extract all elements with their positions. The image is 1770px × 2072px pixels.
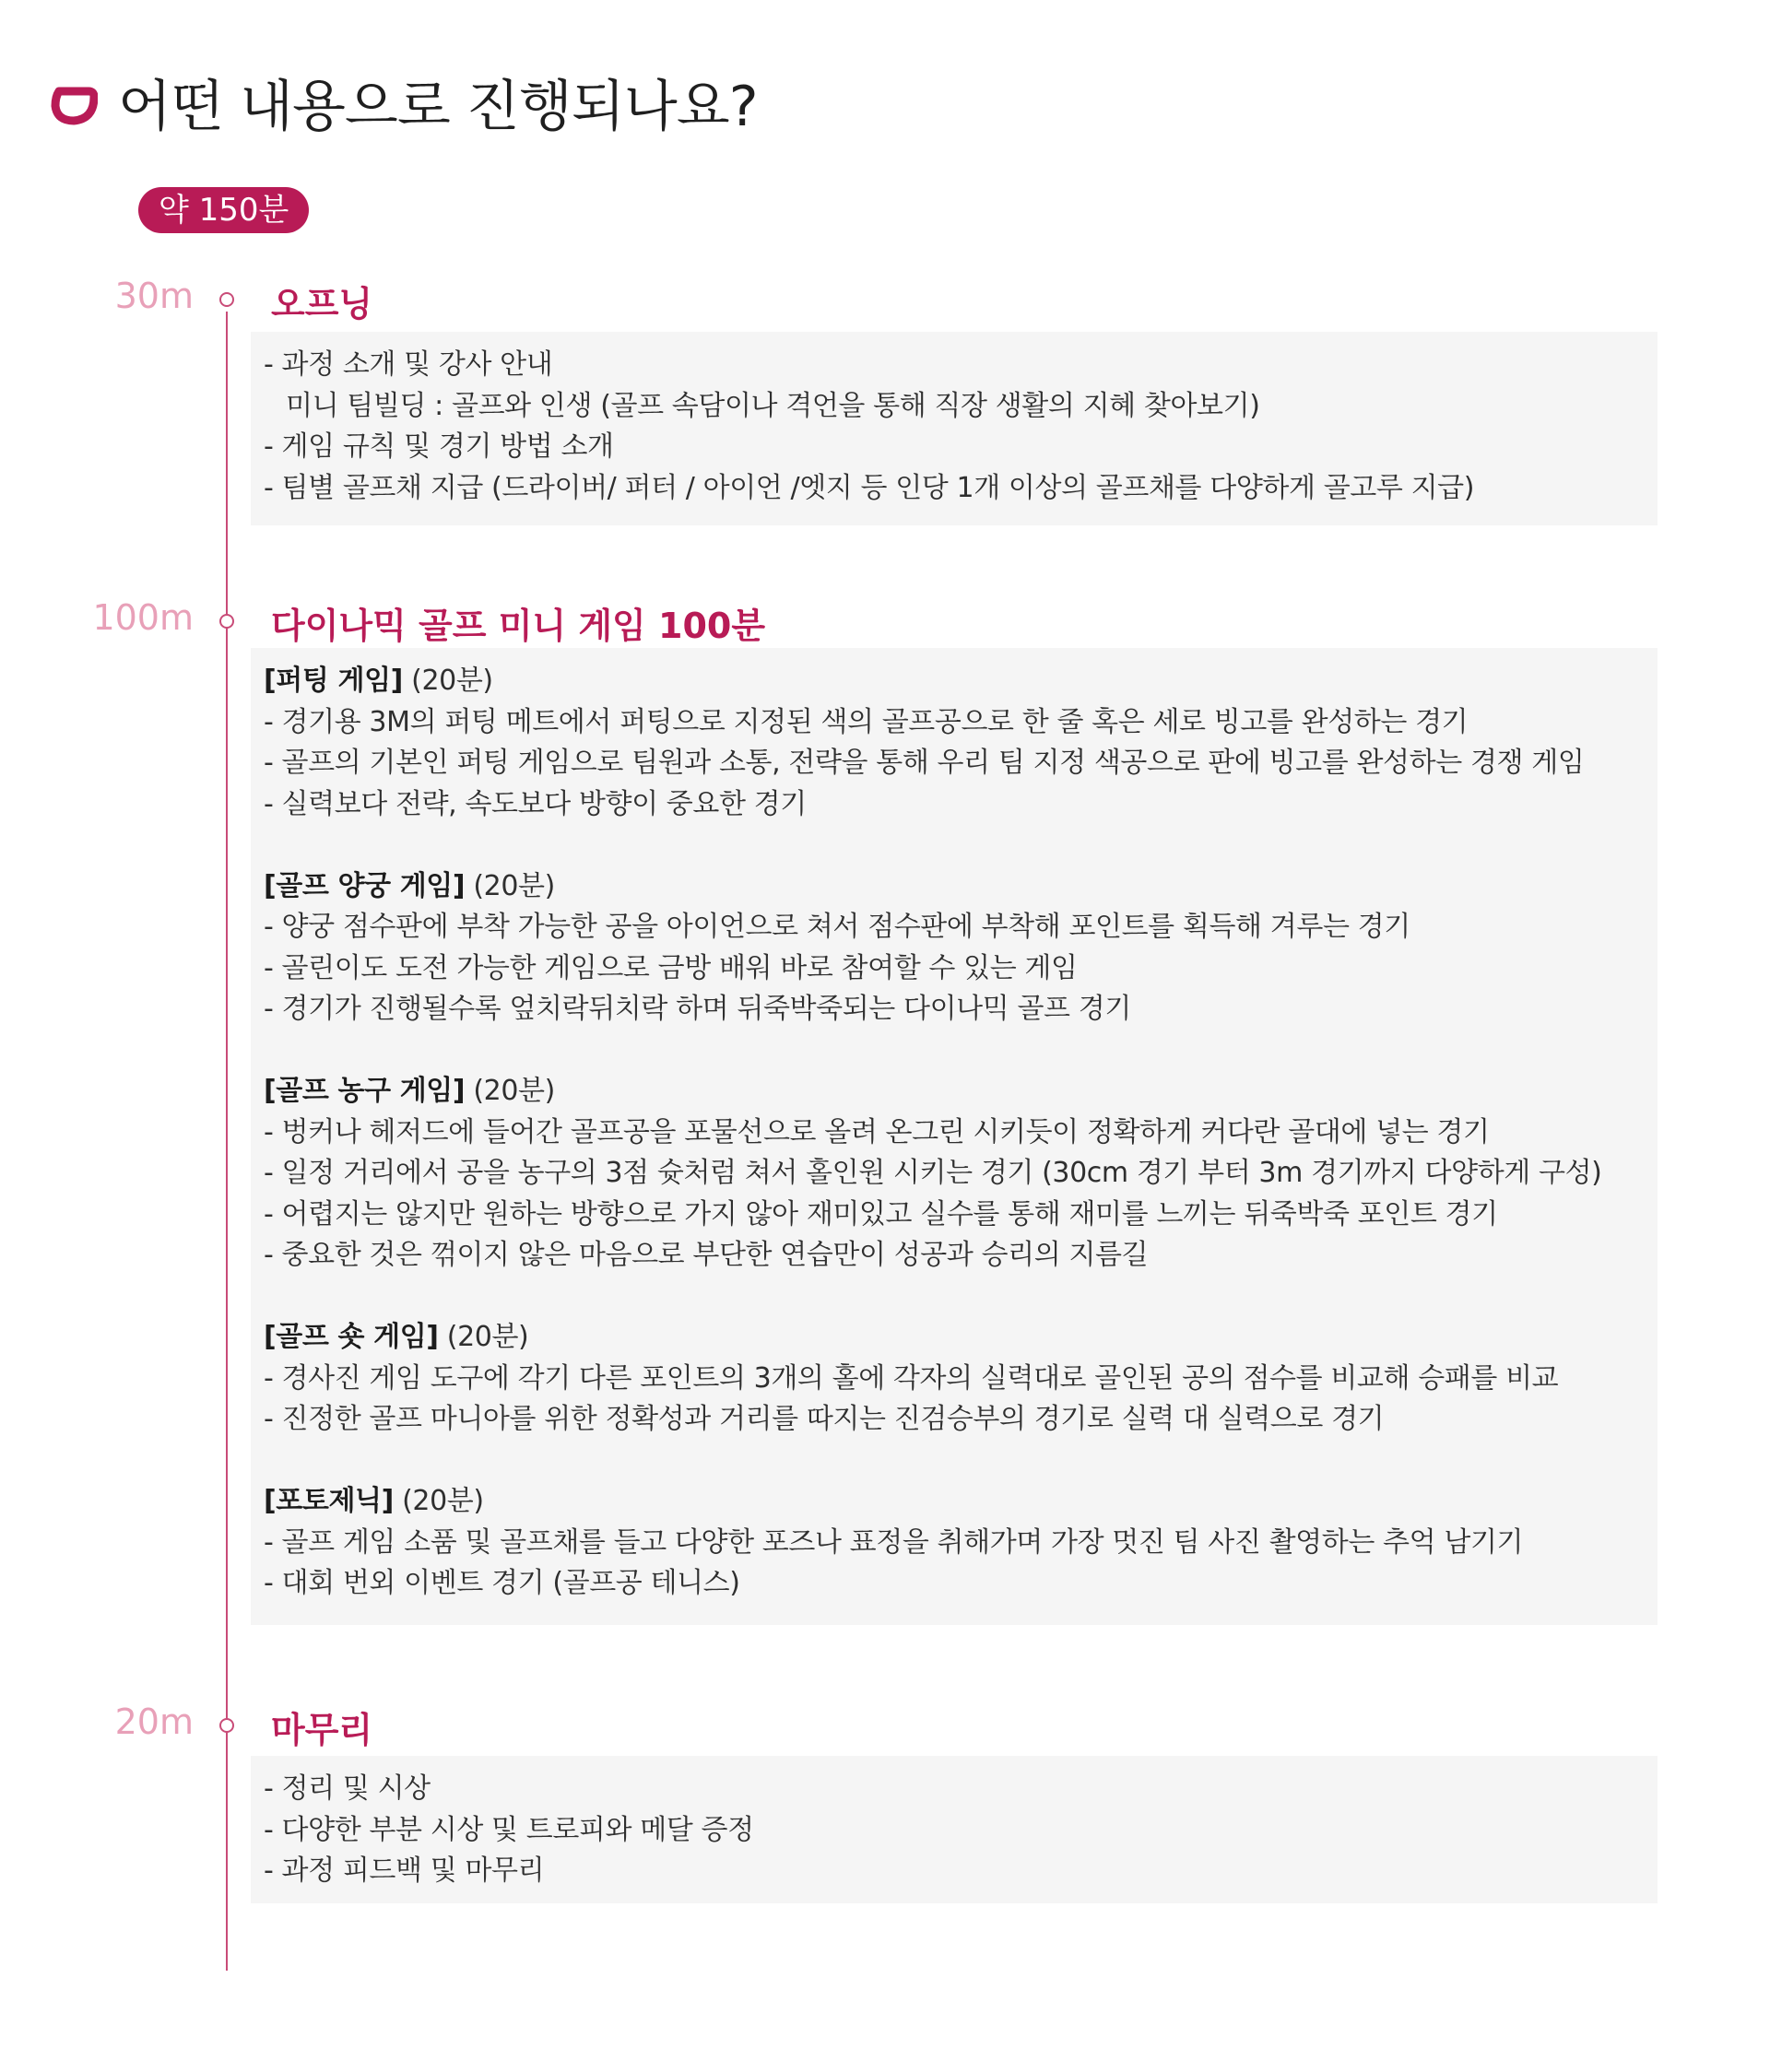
list-item: - 경사진 게임 도구에 각기 다른 포인트의 3개의 홀에 각자의 실력대로 골인된 공의 점수를 비교해 승패를 비교 (264, 1361, 1559, 1395)
list-item: - 다양한 부분 시상 및 트로피와 메달 증정 (264, 1813, 754, 1846)
header (50, 70, 758, 139)
timeline-dot (219, 1718, 234, 1733)
game-name: [포토제닉] (264, 1485, 394, 1517)
game-duration: (20분) (402, 1485, 484, 1517)
brand-logo-icon (50, 78, 98, 126)
section-time-closing: 20m (114, 1701, 194, 1742)
section-time-games: 100m (92, 597, 194, 638)
game-name: [퍼팅 게임] (264, 665, 403, 697)
timeline-dot (219, 614, 234, 629)
list-item: - 경기가 진행될수록 엎치락뒤치락 하며 뒤죽박죽되는 다이나믹 골프 경기 (264, 993, 1131, 1025)
timeline-dot (219, 292, 234, 307)
list-item: 미니 팀빌딩 : 골프와 인생 (골프 속담이나 격언을 통해 직장 생활의 지혜 찾아보기) (286, 389, 1260, 422)
list-item: - 골프의 기본인 퍼팅 게임으로 팀원과 소통, 전략을 통해 우리 팀 지정 색공으로 판에 빙고를 완성하는 경쟁 게임 (264, 747, 1585, 779)
section-title-opening: 오프닝 (271, 284, 373, 324)
list-item: - 골린이도 도전 가능한 게임으로 금방 배워 바로 참여할 수 있는 게임 (264, 951, 1078, 984)
list-item: - 일정 거리에서 공을 농구의 3점 슛처럼 쳐서 홀인원 시키는 경기 (30cm 경기 부터 3m 경기까지 다양하게 구성) (264, 1157, 1602, 1189)
game-heading-basketball (264, 1071, 1658, 1113)
game-heading-archery (264, 866, 1658, 908)
game-duration: (20분) (446, 1321, 529, 1353)
game-heading-photogenic (264, 1481, 1658, 1523)
section-box-games (251, 648, 1658, 1625)
list-item: - 팀별 골프채 지급 (드라이버/ 퍼터 / 아이언 /엣지 등 인당 1개 이상의 골프채를 다양하게 골고루 지급) (264, 471, 1475, 504)
section-time-opening: 30m (114, 276, 194, 316)
list-item: - 어렵지는 않지만 원하는 방향으로 가지 않아 재미있고 실수를 통해 재미를 느끼는 뒤죽박죽 포인트 경기 (264, 1197, 1498, 1230)
spacer (264, 1441, 1658, 1482)
page-title: 어떤 내용으로 진행되나요? (118, 75, 758, 139)
list-item: - 대회 번외 이벤트 경기 (골프공 테니스) (264, 1567, 740, 1599)
game-heading-short-game (264, 1317, 1658, 1359)
section-box-closing (251, 1756, 1658, 1903)
game-duration: (20분) (473, 1075, 555, 1107)
game-name: [골프 농구 게임] (264, 1075, 466, 1107)
game-heading-putting (264, 661, 1658, 702)
spacer (264, 1030, 1658, 1072)
list-item: - 정리 및 시상 (264, 1772, 431, 1805)
game-duration: (20분) (411, 665, 493, 697)
spacer (264, 825, 1658, 866)
list-item: - 과정 소개 및 강사 안내 (264, 348, 553, 381)
section-title-closing: 마무리 (271, 1710, 373, 1750)
list-item: - 과정 피드백 및 마무리 (264, 1854, 545, 1887)
game-duration: (20분) (473, 869, 555, 902)
list-item: - 양궁 점수판에 부착 가능한 공을 아이언으로 쳐서 점수판에 부착해 포인트를 획득해 겨루는 경기 (264, 911, 1410, 943)
section-title-games: 다이나믹 골프 미니 게임 100분 (271, 606, 766, 646)
list-item: - 중요한 것은 꺾이지 않은 마음으로 부단한 연습만이 성공과 승리의 지름길 (264, 1239, 1149, 1271)
list-item: - 진정한 골프 마니아를 위한 정확성과 거리를 따지는 진검승부의 경기로 실력 대 실력으로 경기 (264, 1403, 1385, 1435)
list-item: - 실력보다 전략, 속도보다 방향이 중요한 경기 (264, 787, 807, 820)
total-duration-badge: 약 150분 (138, 187, 309, 233)
list-item: - 골프 게임 소품 및 골프채를 들고 다양한 포즈나 표정을 취해가며 가장 멋진 팀 사진 촬영하는 추억 남기기 (264, 1525, 1524, 1559)
list-item: - 게임 규칙 및 경기 방법 소개 (264, 430, 614, 463)
spacer (264, 1277, 1658, 1318)
list-item: - 경기용 3M의 퍼팅 메트에서 퍼팅으로 지정된 색의 골프공으로 한 줄 혹은 세로 빙고를 완성하는 경기 (264, 705, 1469, 738)
list-item: - 벙커나 헤저드에 들어간 골프공을 포물선으로 올려 온그린 시키듯이 정확하게 커다란 골대에 넣는 경기 (264, 1115, 1490, 1148)
section-box-opening (251, 332, 1658, 525)
game-name: [골프 양궁 게임] (264, 869, 466, 902)
game-name: [골프 숏 게임] (264, 1321, 439, 1353)
